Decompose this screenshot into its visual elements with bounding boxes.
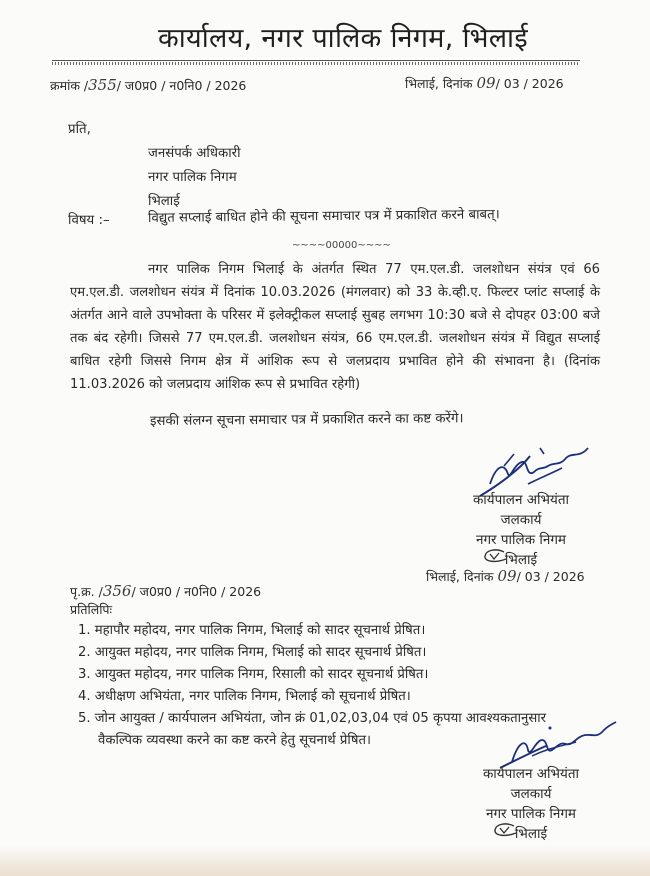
signatory-department: जलकार्य bbox=[510, 786, 552, 802]
signatory-designation: कार्यपालन अभियंता bbox=[472, 492, 570, 508]
copy-list-item: 1. महापौर महोदय, नगर पालिक निगम, भिलाई को सादर सूचनार्थ प्रेषित। bbox=[78, 623, 426, 638]
copy-list-item: 3. आयुक्त महोदय, नगर पालिक निगम, रिसाली को सादर सूचनार्थ प्रेषित। bbox=[78, 667, 429, 682]
body-paragraph-text: नगर पालिक निगम भिलाई के अंतर्गत स्थित 77 एम.एल.डी. जलशोधन संयंत्र एवं 66 एम.एल.डी. जलशोधन संयंत्र में दिनांक 10.03.2026 (मंगलवार) को 33 के.व्ही.ए. फिल्टर प्लांट सप्लाई के अंतर्गत आने वाले उपभोक्ता के परिसर में इलेक्ट्रीकल सप्लाई सुबह लगभग 10:30 बजे से दोपहर 03:00 बजे तक बंद रहेगी। जिससे 77 एम.एल.डी. जलशोधन संयंत्र, 66 एम.एल.डी. जलशोधन संयंत्र में विद्युत सप्लाई बाधित रहेगी जिससे निगम क्षेत्र में आंशिक रूप से जलप्रदाय प्रभावित होने की संभावना है। (दिनांक 11.03.2026 को जलप्रदाय आंशिक रूप से प्रभावित रहेगी) bbox=[70, 262, 600, 392]
initials-mark-2-icon bbox=[492, 822, 518, 838]
copy-list-item: 5. जोन आयुक्त / कार्यपालन अभियंता, जोन क्रं 01,02,03,04 एवं 05 कृपया आवश्यकतानुसार bbox=[78, 711, 547, 726]
addressee-line: जनसंपर्क अधिकारी bbox=[148, 146, 241, 161]
addressee-block bbox=[148, 142, 241, 214]
reference-number bbox=[50, 76, 246, 94]
salutation: प्रति, bbox=[68, 122, 91, 137]
copy-date-day-handwritten: 09 bbox=[497, 567, 517, 585]
signature-1-block bbox=[446, 490, 596, 570]
reference-suffix: / ज0प्र0 / न0नि0 / 2026 bbox=[116, 78, 247, 93]
signatory-department: जलकार्य bbox=[500, 512, 542, 528]
body-paragraph bbox=[70, 258, 600, 396]
copies-list bbox=[78, 620, 546, 752]
copy-reference-number bbox=[70, 582, 261, 600]
subject-label: विषय :– bbox=[68, 213, 110, 228]
copy-date-label: भिलाई, दिनांक bbox=[426, 569, 494, 584]
separator: ~~~~00000~~~~ bbox=[292, 240, 391, 251]
subject-text: विद्युत सप्लाई बाधित होने की सूचना समाचार पत्र में प्रकाशित करने बाबत्। bbox=[147, 207, 500, 226]
signatory-organization: नगर पालिक निगम bbox=[485, 806, 577, 822]
date-day-handwritten: 09 bbox=[476, 74, 496, 92]
initials-mark-1-icon bbox=[482, 548, 508, 564]
signature-2-block bbox=[456, 764, 606, 844]
copy-list-item-continuation: वैकल्पिक व्यवस्था करने का कष्ट करने हेतु सूचनार्थ प्रेषित। bbox=[98, 733, 371, 748]
date-label: भिलाई, दिनांक bbox=[405, 76, 473, 91]
signatory-city: भिलाई bbox=[514, 826, 548, 842]
signatory-designation: कार्यपालन अभियंता bbox=[482, 766, 580, 782]
copy-list-item: 4. अधीक्षण अभियंता, नगर पालिक निगम, भिलाई को सूचनार्थ प्रेषित। bbox=[78, 689, 411, 704]
publication-request: इसकी संलग्न सूचना समाचार पत्र में प्रकाशित करने का कष्ट करेंगे। bbox=[149, 411, 464, 429]
copy-reference-handwritten-number: 356 bbox=[102, 582, 132, 600]
copy-date-rest: / 03 / 2026 bbox=[516, 569, 585, 584]
addressee-line: भिलाई bbox=[148, 194, 180, 209]
signatory-city: भिलाई bbox=[504, 552, 538, 568]
reference-handwritten-number: 355 bbox=[88, 76, 117, 94]
reference-date bbox=[405, 74, 564, 92]
copy-reference-date bbox=[426, 567, 585, 585]
copy-reference-suffix: / ज0प्र0 / न0नि0 / 2026 bbox=[131, 584, 262, 599]
header-dotted-rule bbox=[52, 60, 580, 65]
addressee-line: नगर पालिक निगम bbox=[148, 170, 237, 185]
signatory-organization: नगर पालिक निगम bbox=[475, 532, 567, 548]
reference-prefix: क्रमांक / bbox=[50, 78, 89, 93]
copy-reference-prefix: पृ.क्र. / bbox=[70, 584, 103, 599]
office-title: कार्यालय, नगर पालिक निगम, भिलाई bbox=[158, 23, 528, 54]
date-rest: / 03 / 2026 bbox=[495, 76, 564, 91]
copies-label: प्रतिलिपिः bbox=[70, 602, 113, 617]
copy-list-item: 2. आयुक्त महोदय, नगर पालिक निगम, भिलाई को सादर सूचनार्थ प्रेषित। bbox=[78, 645, 427, 660]
